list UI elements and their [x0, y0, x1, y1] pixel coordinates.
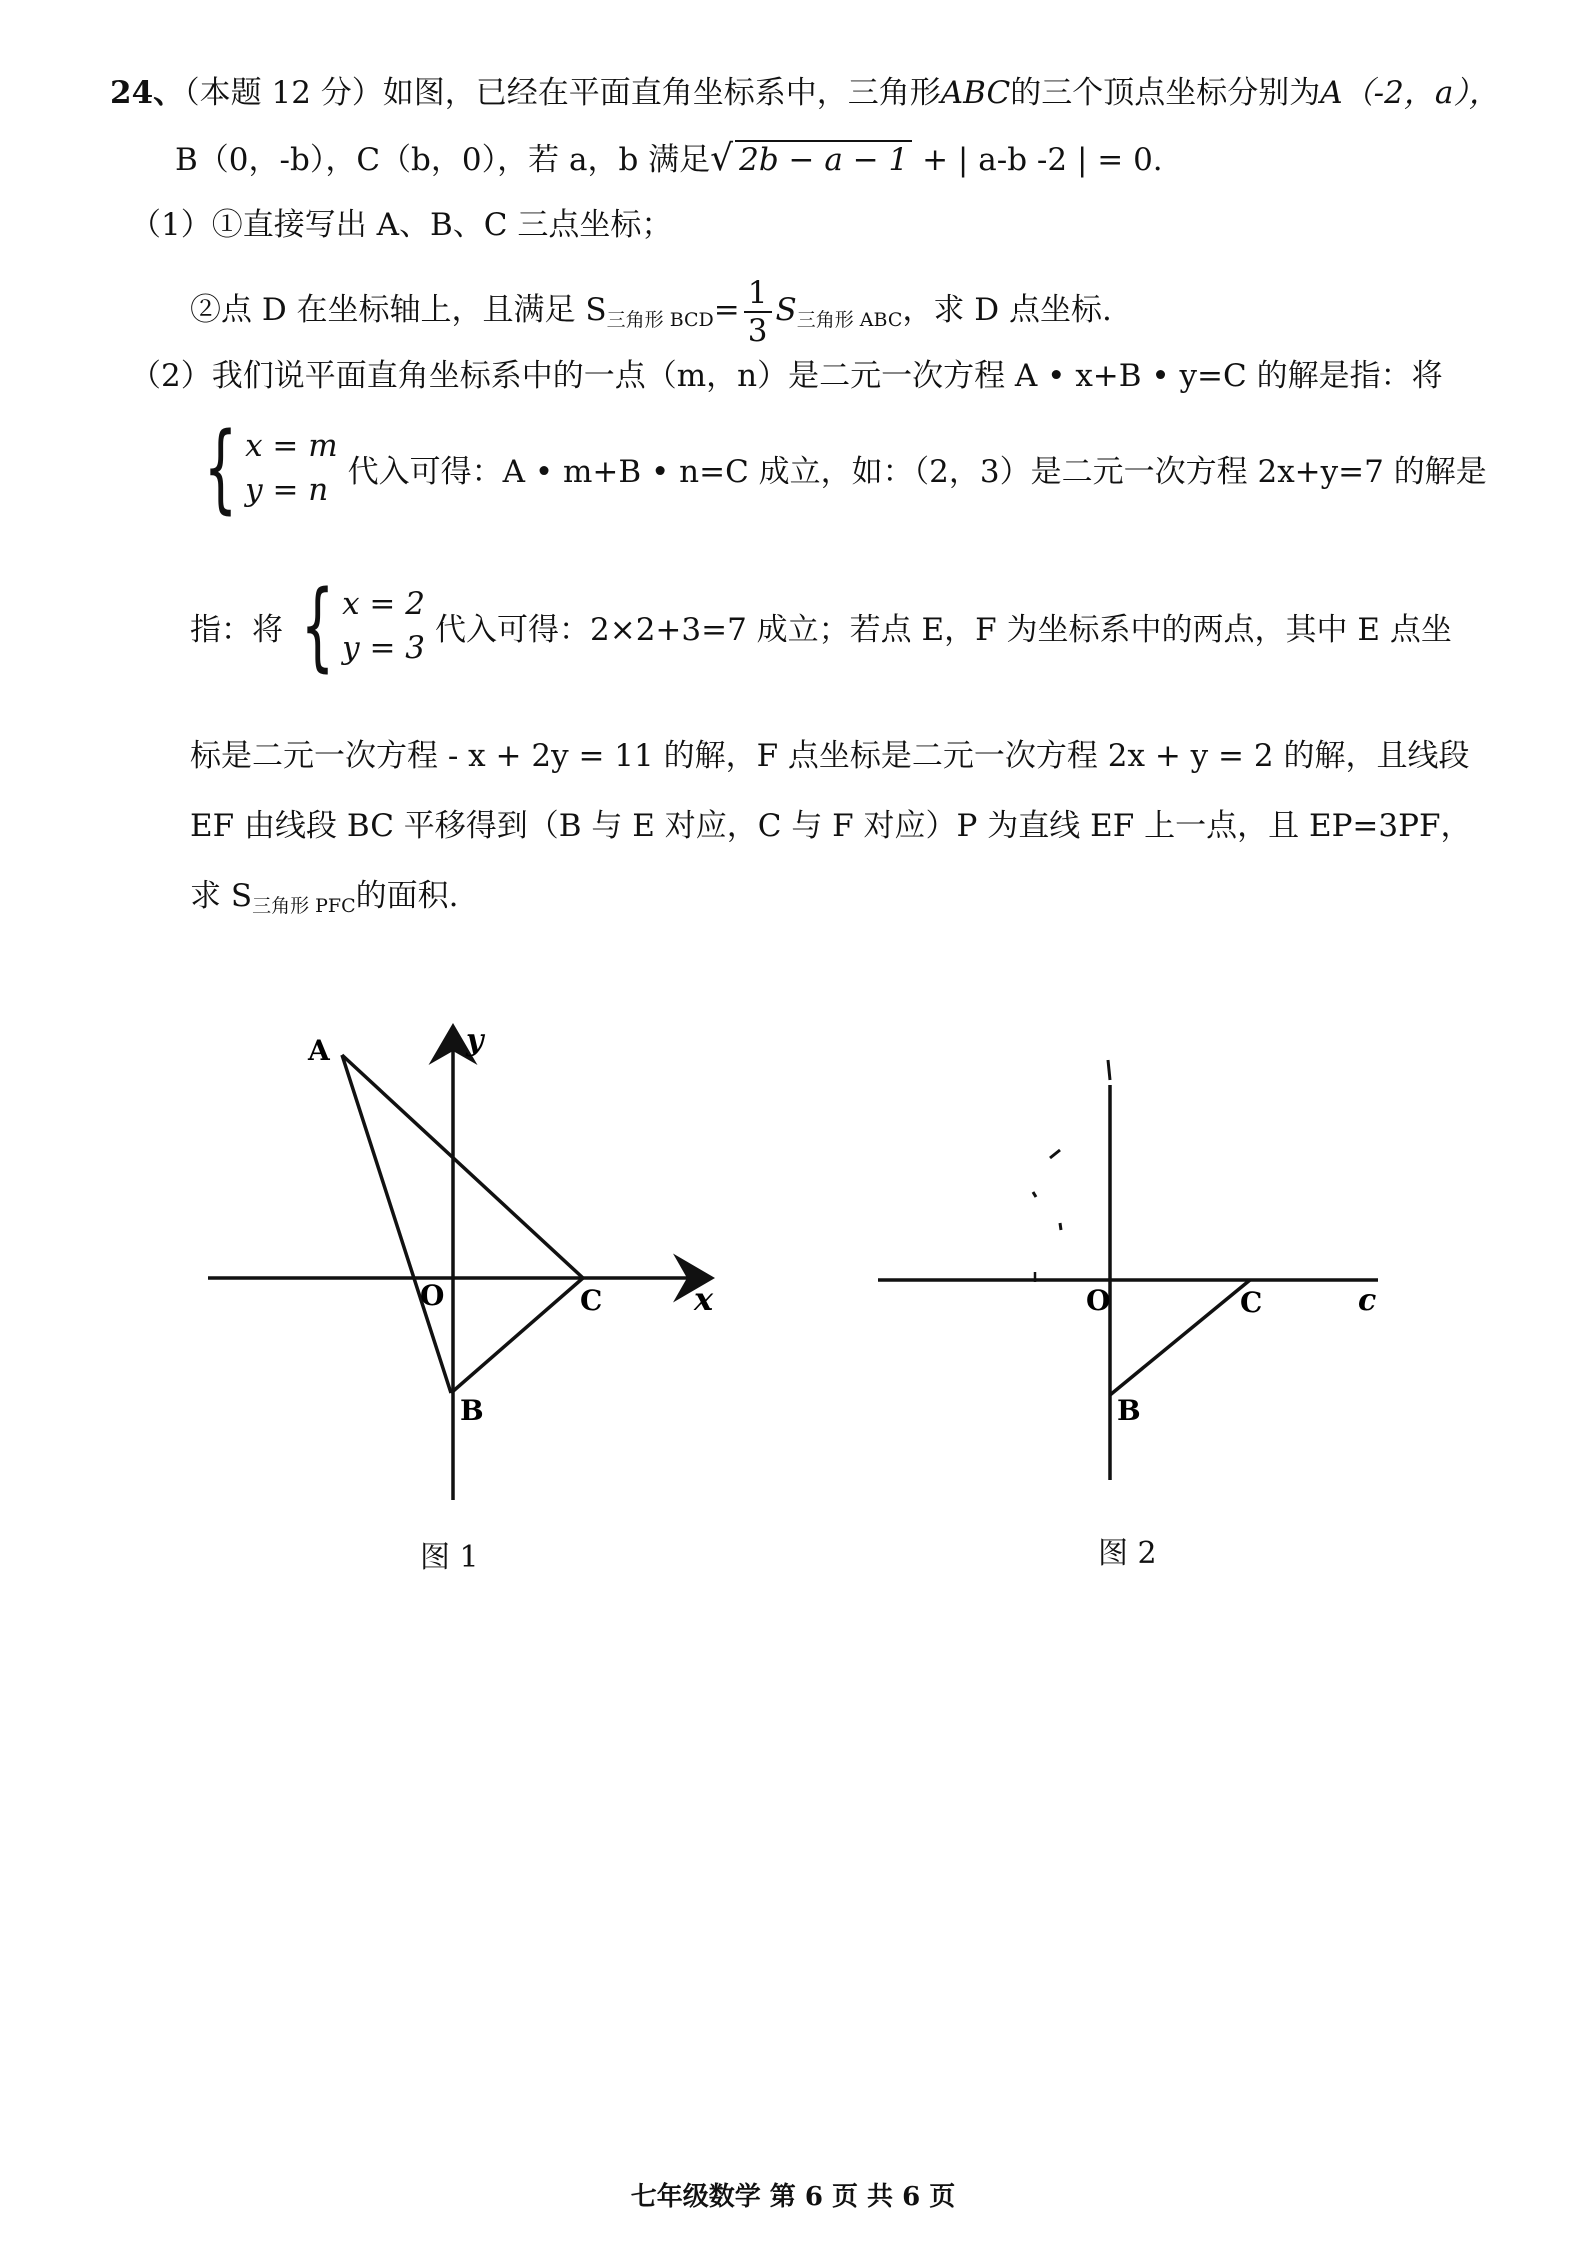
fraction-numerator: 1: [744, 275, 772, 313]
fig2-label-c: C: [1240, 1286, 1263, 1319]
q2-2-prefix: 指：将: [190, 611, 283, 648]
system-2-row-2: y = 3: [342, 630, 425, 666]
system-2-text: 代入可得：2×2+3=7 成立；若点 E，F 为坐标系中的两点，其中 E 点坐: [435, 611, 1452, 648]
page-footer: 七年级数学 第 6 页 共 6 页: [630, 2182, 956, 2212]
triangle-name: ABC: [940, 75, 1011, 111]
fig2-scan-mark: [1033, 1192, 1036, 1197]
sqrt-expression: 2b − a − 1: [735, 140, 912, 178]
figure-1-caption: 图 1: [420, 1540, 479, 1575]
fig2-scan-mark: [1050, 1150, 1060, 1158]
sqrt-symbol-icon: √: [710, 138, 734, 179]
fig2-scan-mark: [1060, 1223, 1061, 1230]
problem-number: 24、: [110, 75, 185, 111]
q2-5-prefix: 求 S: [190, 878, 253, 914]
problem-intro-2: 的三个顶点坐标分别为: [1010, 75, 1321, 111]
question-2-line-4: EF 由线段 BC 平移得到（B 与 E 对应，C 与 F 对应）P 为直线 EF 上一点，且 EP=3PF，: [190, 808, 1472, 844]
q1-2-subscript-bcd: 三角形 BCD: [606, 309, 714, 331]
q1-2-prefix: ②点 D 在坐标轴上，且满足 S: [190, 292, 607, 328]
fig1-label-c: C: [580, 1284, 603, 1317]
question-1-1: （1）①直接写出 A、B、C 三点坐标；: [130, 207, 673, 243]
question-2-line-1: （2）我们说平面直角坐标系中的一点（m，n）是二元一次方程 A • x+B • y=C 的解是指：将: [130, 358, 1443, 394]
q1-2-equals: =: [713, 292, 740, 328]
bc-coordinates: B（0，-b），C（b，0），若 a，b 满足: [175, 142, 711, 178]
problem-points: （本题 12 分）: [184, 75, 383, 111]
system-2-row-1: x = 2: [342, 586, 425, 622]
fig1-side-bc: [451, 1278, 583, 1393]
question-2-line-3: 标是二元一次方程 - x + 2y = 11 的解，F 点坐标是二元一次方程 2x + y = 2 的解，且线段: [190, 738, 1470, 774]
fig1-label-x: x: [694, 1280, 714, 1318]
figure-2-caption: 图 2: [1098, 1536, 1157, 1571]
q1-2-suffix: ，求 D 点坐标.: [902, 292, 1112, 328]
fig1-label-y: y: [466, 1023, 484, 1058]
system-1-text: 代入可得：A • m+B • n=C 成立，如：（2，3）是二元一次方程 2x+y=7 的解是: [347, 453, 1487, 490]
q1-2-subscript-abc: 三角形 ABC: [796, 309, 903, 331]
fraction-denominator: 3: [747, 312, 768, 349]
q2-5-subscript: 三角形 PFC: [252, 895, 356, 917]
fig1-label-a: A: [308, 1034, 330, 1067]
fig2-segment-bc: [1110, 1280, 1250, 1395]
fig2-label-b: B: [1117, 1394, 1141, 1427]
fig2-scan-marks: [1033, 1060, 1110, 1230]
fig2-scan-mark: [1108, 1060, 1110, 1080]
figure-1: [208, 1030, 708, 1500]
fig2-label-o: O: [1086, 1284, 1111, 1317]
left-brace-icon: {: [300, 570, 335, 682]
system-1-row-1: x = m: [245, 428, 338, 464]
fig2-label-x: c: [1358, 1283, 1377, 1318]
q2-5-suffix: 的面积.: [355, 878, 459, 914]
system-1-row-2: y = n: [245, 472, 329, 508]
fig1-label-o: O: [420, 1279, 445, 1312]
q1-2-s: S: [775, 292, 797, 328]
abs-expression: + | a-b -2 | = 0.: [912, 142, 1163, 178]
fig1-label-b: B: [460, 1394, 484, 1427]
left-brace-icon: {: [203, 412, 238, 524]
a-coordinate: A（-2，a），: [1320, 75, 1500, 111]
problem-intro-1: 如图，已经在平面直角坐标系中，三角形: [382, 75, 941, 111]
